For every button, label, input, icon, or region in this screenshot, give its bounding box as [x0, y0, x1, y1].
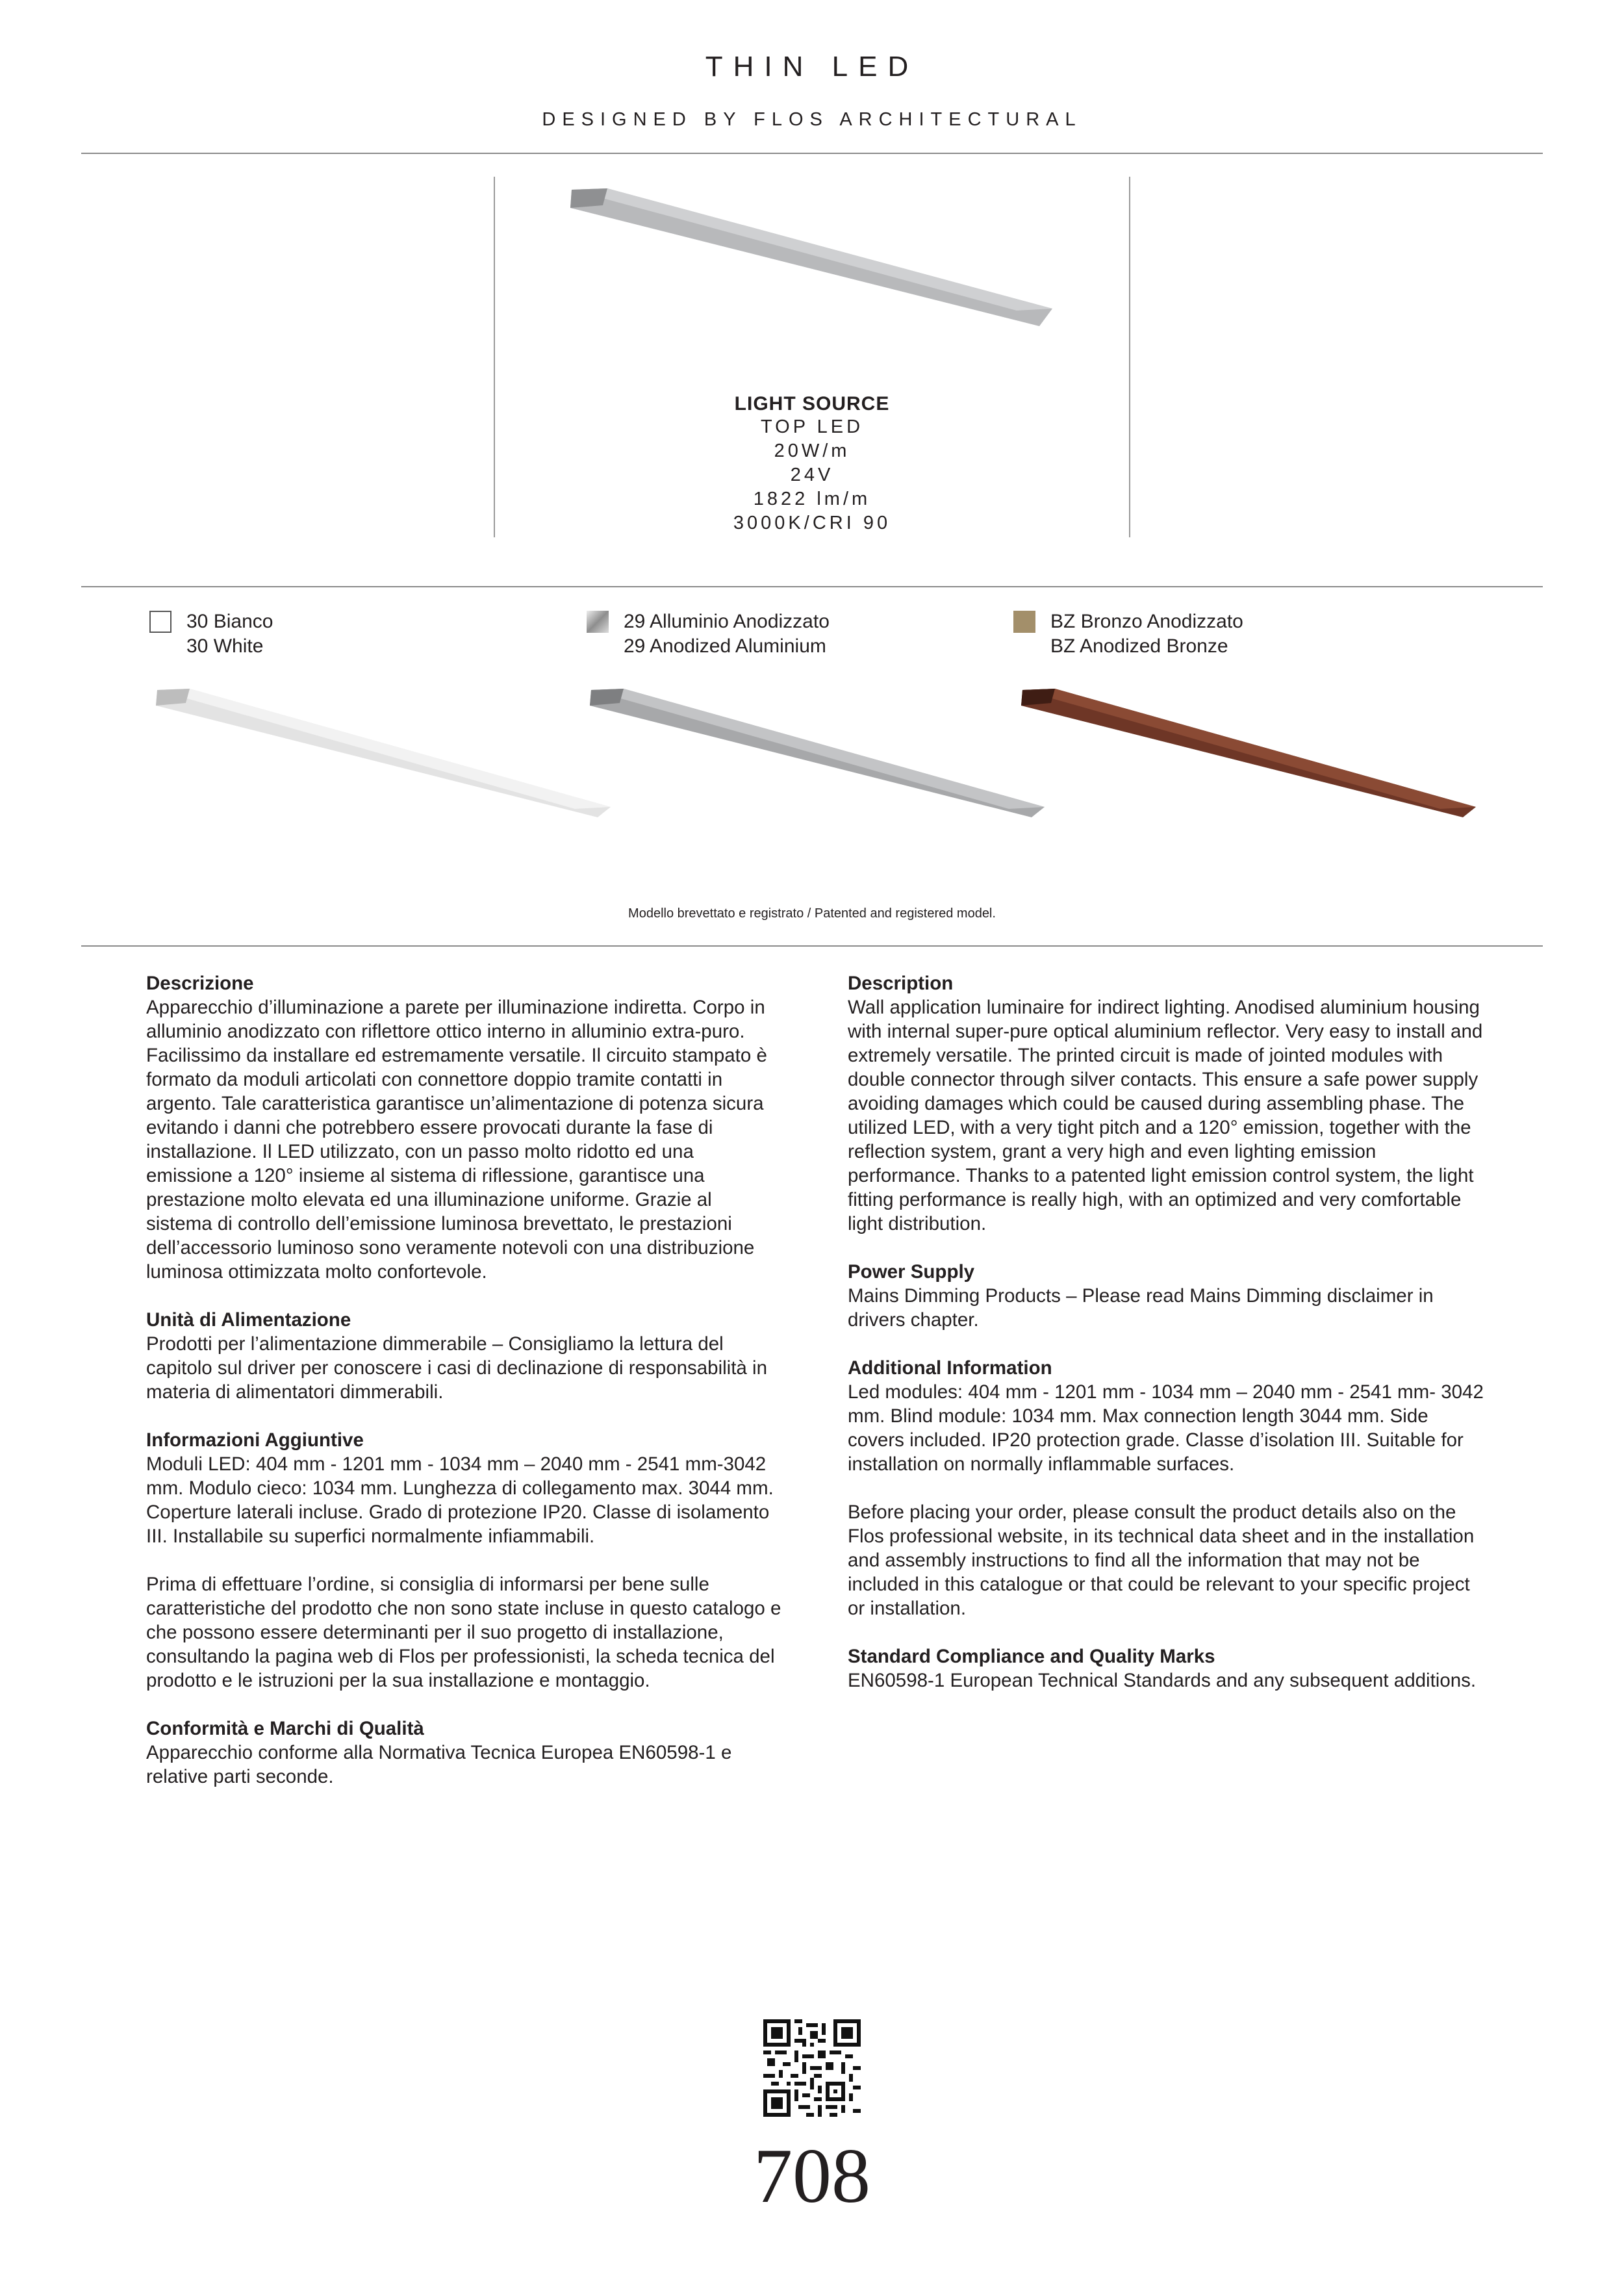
finish-bronze-label	[1050, 609, 1243, 659]
divider-finishes	[81, 586, 1543, 587]
swatch-white	[149, 611, 171, 633]
finish-bronze-it: BZ Bronzo Anodizzato	[1050, 611, 1243, 632]
finish-aluminium-it: 29 Alluminio Anodizzato	[624, 611, 830, 632]
light-source-heading: LIGHT SOURCE	[734, 393, 890, 415]
it-power-text: Prodotti per l’alimentazione dimmerabile – Consigliamo la lettura del capitolo sul driver per conoscere i casi di declinazione di responsabilità in materia di alimentatori dimmerabili.	[146, 1333, 767, 1403]
it-conformity-text: Apparecchio conforme alla Normativa Tecnica Europea EN60598-1 e relative parti seconde.	[146, 1742, 732, 1787]
hero-product-image	[559, 182, 1065, 331]
product-title: THIN LED	[705, 51, 919, 83]
en-order-text: Before placing your order, please consult the product details also on the Flos professional website, in its technical data sheet and in the installation and assembly instructions to find all the information that may not be included in this catalogue or that could be relevant to your specific project or installation.	[848, 1501, 1475, 1619]
swatch-aluminium	[587, 611, 609, 633]
en-power-text: Mains Dimming Products – Please read Mains Dimming disclaimer in drivers chapter.	[848, 1285, 1434, 1331]
product-white-image	[149, 682, 617, 819]
spec-power: 20W/m	[774, 441, 850, 461]
spec-led-type: TOP LED	[760, 416, 864, 437]
divider-top	[81, 153, 1543, 154]
italian-column	[146, 971, 783, 1813]
divider-text	[81, 945, 1543, 947]
qr-code[interactable]	[763, 2019, 861, 2117]
patent-note: Modello brevettato e registrato / Patented and registered model.	[628, 906, 996, 921]
spec-luminous-flux: 1822 lm/m	[753, 489, 871, 509]
finish-bronze-en: BZ Anodized Bronze	[1050, 635, 1228, 657]
finish-white-en: 30 White	[186, 635, 264, 657]
it-info-text: Moduli LED: 404 mm - 1201 mm - 1034 mm – 2040 mm - 2541 mm-3042 mm. Modulo cieco: 1034 mm. Lunghezza di collegamento max. 3044 mm. Coperture laterali incluse. Grado di protezione IP20. Classe di isolamento III. Installabile su superfici normalmente infiammabili.	[146, 1453, 774, 1547]
english-column	[848, 971, 1484, 1717]
spec-voltage: 24V	[790, 465, 834, 485]
swatch-bronze	[1013, 611, 1035, 633]
finish-white-it: 30 Bianco	[186, 611, 273, 632]
product-bronze-image	[1015, 682, 1482, 819]
designer-subtitle: DESIGNED BY FLOS ARCHITECTURAL	[542, 109, 1082, 130]
finish-aluminium-label	[624, 609, 830, 659]
it-power-heading: Unità di Alimentazione	[146, 1309, 351, 1331]
en-info-heading: Additional Information	[848, 1357, 1052, 1379]
it-order-text: Prima di effettuare l’ordine, si consiglia di informarsi per bene sulle caratteristiche del prodotto che non sono state incluse in questo catalogo e che possono essere determinanti per il suo progetto di installazione, consultando la pagina web di Flos per professionisti, la scheda tecnica del prodotto e le istruzioni per la sua installazione e montaggio.	[146, 1574, 781, 1691]
en-power-heading: Power Supply	[848, 1261, 975, 1283]
it-conformity-heading: Conformità e Marchi di Qualità	[146, 1718, 424, 1739]
finish-white-label	[186, 609, 273, 659]
spec-color-temp: 3000K/CRI 90	[733, 513, 891, 533]
en-conformity-text: EN60598-1 European Technical Standards and any subsequent additions.	[848, 1670, 1477, 1691]
en-info-text: Led modules: 404 mm - 1201 mm - 1034 mm – 2040 mm - 2541 mm- 3042 mm. Blind module: 1034 mm. Max connection length 3044 mm. Side covers included. IP20 protection grade. Classe d’isolation III. Suitable for installation on normally inflammable surfaces.	[848, 1381, 1484, 1475]
it-description-text: Apparecchio d’illuminazione a parete per illuminazione indiretta. Corpo in alluminio anodizzato con riflettore ottico interno in alluminio extra-puro. Facilissimo da installare ed estremamente versatile. Il circuito stampato è formato da moduli articolati con connettore doppio tramite contatti in argento. Tale caratteristica garantisce un’alimentazione di potenza sicura evitando i danni che potrebbero essere provocati durante la fase di installazione. Il LED utilizzato, con un passo molto ridotto ed una emissione a 120° insieme al sistema di riflessione, garantisce una prestazione molto elevata ed una illuminazione uniforme. Grazie al sistema di controllo dell’emissione luminosa brevettato, le prestazioni dell’accessorio luminoso sono veramente notevoli con una distribuzione luminosa ottimizzata molto confortevole.	[146, 997, 767, 1283]
page-number: 708	[754, 2132, 870, 2219]
finish-aluminium-en: 29 Anodized Aluminium	[624, 635, 826, 657]
product-aluminium-image	[583, 682, 1051, 819]
hero-right-rule	[1129, 177, 1130, 537]
hero-left-rule	[494, 177, 495, 537]
en-description-heading: Description	[848, 973, 954, 994]
light-source-specs	[650, 393, 974, 535]
en-conformity-heading: Standard Compliance and Quality Marks	[848, 1646, 1215, 1667]
en-description-text: Wall application luminaire for indirect lighting. Anodised aluminium housing with internal super-pure optical aluminium reflector. Very easy to install and extremely versatile. The printed circuit is made of jointed modules with double connector through silver contacts. This ensure a safe power supply avoiding damages which could be caused during assembling phase. The utilized LED, with a very tight pitch and a 120° emission, together with the reflection system, grant a very high and even lighting emission performance. Thanks to a patented light emission control system, the light fitting performance is really high, with an optimized and very comfortable light distribution.	[848, 997, 1483, 1234]
it-description-heading: Descrizione	[146, 973, 254, 994]
it-info-heading: Informazioni Aggiuntive	[146, 1429, 364, 1451]
